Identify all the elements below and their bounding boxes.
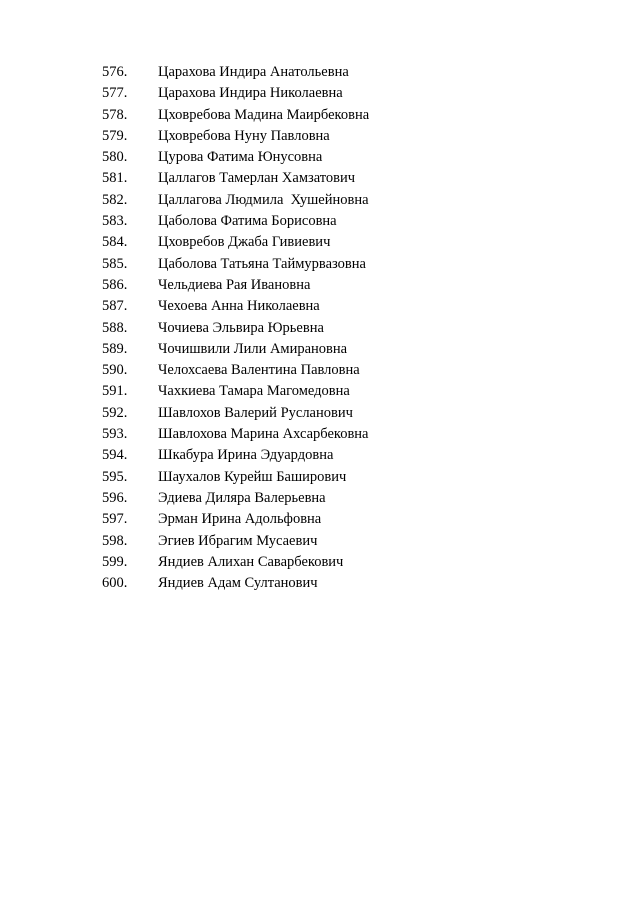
list-item [102, 509, 562, 530]
list-item-number: 576. [102, 64, 128, 80]
list-item-number: 585. [102, 255, 128, 272]
list-item-name: Эдиева Диляра Валерьевна [158, 489, 326, 506]
list-item [102, 339, 562, 360]
list-item-name: Цурова Фатима Юнусовна [158, 149, 323, 166]
list-item-number: 589. [102, 340, 128, 357]
list-item-number: 587. [102, 298, 128, 315]
list-item-name: Цаболова Татьяна Таймурвазовна [158, 255, 366, 272]
list-item [102, 424, 562, 445]
list-item-number: 599. [102, 553, 128, 570]
list-item-number: 588. [102, 319, 128, 336]
list-item-number: 580. [102, 149, 128, 166]
list-item [102, 62, 562, 83]
list-item [102, 403, 562, 424]
list-item-name: Цховребова Мадина Маирбековна [158, 106, 370, 123]
list-item-number: 595. [102, 468, 128, 485]
numbered-name-list [102, 62, 562, 594]
list-item [102, 573, 562, 594]
list-item-number: 600. [102, 575, 128, 592]
list-item-name: Цховребов Джаба Гивиевич [158, 234, 331, 251]
list-item-name: Цховребова Нуну Павловна [158, 127, 330, 144]
list-item [102, 190, 562, 211]
list-item [102, 552, 562, 573]
list-item-name: Царахова Индира Николаевна [158, 85, 343, 102]
list-item-name: Царахова Индира Анатольевна [158, 64, 349, 80]
list-item [102, 381, 562, 402]
list-item [102, 126, 562, 147]
list-item-number: 583. [102, 213, 128, 230]
list-item-name: Цаллагов Тамерлан Хамзатович [158, 170, 356, 187]
list-item-number: 591. [102, 383, 128, 400]
list-item-number: 584. [102, 234, 128, 251]
list-item-name: Чочиева Эльвира Юрьевна [158, 319, 324, 336]
list-item [102, 360, 562, 381]
list-item [102, 531, 562, 552]
list-item [102, 147, 562, 168]
list-item-number: 590. [102, 362, 128, 379]
list-item-name: Шаухалов Курейш Баширович [158, 468, 347, 485]
list-item-name: Челохсаева Валентина Павловна [158, 362, 360, 379]
list-item-number: 598. [102, 532, 128, 549]
list-item [102, 105, 562, 126]
list-item-number: 594. [102, 447, 128, 464]
list-item-name: Чахкиева Тамара Магомедовна [158, 383, 350, 400]
list-item [102, 296, 562, 317]
list-item [102, 232, 562, 253]
list-item-name: Цаллагова Людмила Хушейновна [158, 191, 369, 208]
list-item-name: Шавлохов Валерий Русланович [158, 404, 353, 421]
list-item-number: 592. [102, 404, 128, 421]
list-item-name: Эгиев Ибрагим Мусаевич [158, 532, 318, 549]
list-item [102, 211, 562, 232]
list-item-name: Эрман Ирина Адольфовна [158, 511, 322, 528]
list-item-name: Яндиев Алихан Саварбекович [158, 553, 344, 570]
list-item-name: Шавлохова Марина Ахсарбековна [158, 426, 369, 443]
list-item-number: 582. [102, 191, 128, 208]
list-item-name: Чехоева Анна Николаевна [158, 298, 320, 315]
list-item-name: Яндиев Адам Султанович [158, 575, 318, 592]
list-item-number: 577. [102, 85, 128, 102]
list-item-name: Цаболова Фатима Борисовна [158, 213, 337, 230]
list-item [102, 275, 562, 296]
list-item-name: Чельдиева Рая Ивановна [158, 276, 311, 293]
list-item [102, 467, 562, 488]
list-item [102, 168, 562, 189]
list-item [102, 445, 562, 466]
list-item-number: 586. [102, 276, 128, 293]
list-item-number: 593. [102, 426, 128, 443]
list-item [102, 318, 562, 339]
list-item-number: 579. [102, 127, 128, 144]
list-item-name: Шкабура Ирина Эдуардовна [158, 447, 334, 464]
list-item-number: 596. [102, 489, 128, 506]
list-item-number: 597. [102, 511, 128, 528]
list-item [102, 83, 562, 104]
list-item-number: 581. [102, 170, 128, 187]
list-item-number: 578. [102, 106, 128, 123]
list-item-name: Чочишвили Лили Амирановна [158, 340, 348, 357]
list-item [102, 488, 562, 509]
list-item [102, 254, 562, 275]
